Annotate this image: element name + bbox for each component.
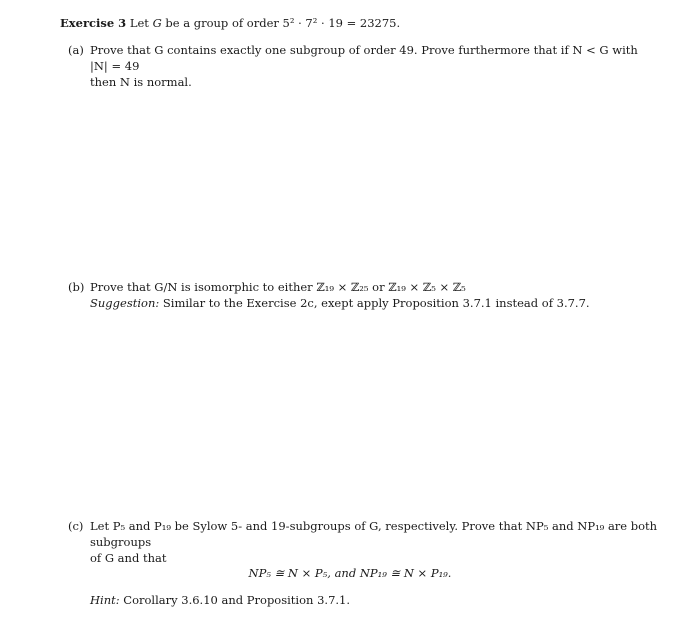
part-a-line-1: Prove that G contains exactly one subgroup of order 49. Prove furthermore that if N < G with |N| = 49 — [90, 43, 638, 73]
part-c-line-2: of G and that — [90, 551, 167, 565]
hint-text: Corollary 3.6.10 and Proposition 3.7.1. — [123, 593, 351, 607]
part-a-label: (a) — [68, 43, 84, 57]
part-c-label: (c) — [68, 519, 84, 533]
part-c — [68, 518, 658, 566]
exercise-header — [60, 16, 400, 30]
exercise-title: Exercise 3 — [60, 16, 127, 30]
part-b-line-1: Prove that G/N is isomorphic to either ℤ₁₉ × ℤ₂₅ or ℤ₁₉ × ℤ₅ × ℤ₅ — [90, 280, 466, 294]
exercise-statement-prefix: Let — [129, 16, 149, 30]
part-a — [68, 42, 658, 90]
suggestion-label: Suggestion: — [90, 296, 160, 310]
exercise-statement-mid: be a group of order — [165, 16, 279, 30]
part-b — [68, 279, 658, 311]
order-expression: 5² · 7² · 19 = 23275. — [282, 16, 401, 30]
part-a-line-2: then N is normal. — [90, 75, 192, 89]
suggestion-text: Similar to the Exercise 2c, exept apply Proposition 3.7.1 instead of 3.7.7. — [162, 296, 590, 310]
hint-label: Hint: — [90, 593, 120, 607]
part-c-display-equation: NP₅ ≅ N × P₅, and NP₁₉ ≅ N × P₁₉. — [248, 566, 452, 580]
part-b-suggestion — [68, 295, 658, 311]
part-b-label: (b) — [68, 280, 85, 294]
group-variable: G — [152, 16, 162, 30]
part-c-line-1: Let P₅ and P₁₉ be Sylow 5- and 19-subgroups of G, respectively. Prove that NP₅ and NP₁₉ are both subgroups — [90, 519, 658, 549]
part-c-hint — [90, 593, 350, 607]
